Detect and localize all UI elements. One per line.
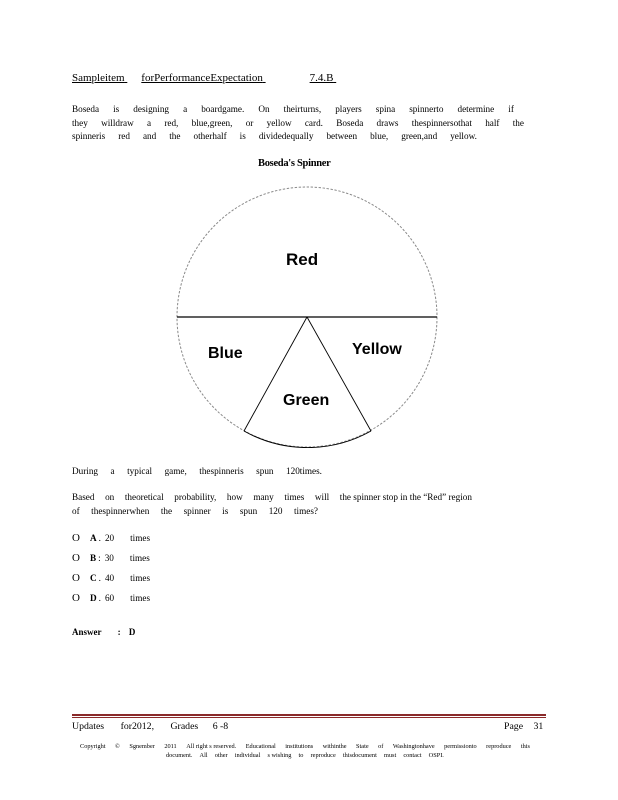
choice-unit: times bbox=[130, 533, 151, 543]
choice-letter: B bbox=[90, 553, 97, 563]
label-green: Green bbox=[283, 392, 330, 409]
spinner-green-arc bbox=[244, 431, 371, 448]
intro-w: the bbox=[512, 118, 524, 128]
intro-w: theirturns, bbox=[283, 104, 322, 114]
copy-w: thisdocument bbox=[342, 752, 377, 759]
spinner-figure bbox=[168, 184, 448, 448]
question-w: will bbox=[314, 492, 330, 502]
intro-w: boardgame. bbox=[201, 104, 245, 114]
question-w: probability, bbox=[174, 492, 217, 502]
intro-w: players bbox=[335, 104, 362, 114]
copy-w: s wishing bbox=[267, 752, 292, 759]
intro-w: spinneris bbox=[72, 131, 106, 141]
question-w: many bbox=[253, 492, 274, 502]
copy-w: Educational bbox=[245, 743, 276, 750]
copy-w: withinthe bbox=[322, 743, 347, 750]
intro-w: red, bbox=[164, 118, 179, 128]
answer-line bbox=[72, 627, 135, 637]
copy-w: to bbox=[298, 752, 304, 759]
choice-letter: D bbox=[90, 593, 97, 603]
question-w: theoretical bbox=[124, 492, 164, 502]
intro-w: designing bbox=[133, 104, 170, 114]
copy-w: contact bbox=[403, 752, 422, 759]
copy-w: © bbox=[115, 743, 120, 750]
footer-w: Grades bbox=[170, 721, 199, 732]
header-word-1: Sampleitem bbox=[72, 72, 125, 84]
choice-value: 40 bbox=[104, 573, 115, 583]
answer-value: D bbox=[128, 627, 136, 637]
choice-punct: . bbox=[98, 573, 101, 583]
copyright-line-1 bbox=[80, 743, 530, 750]
choice-unit: times bbox=[129, 553, 150, 563]
intro-w: draws bbox=[376, 118, 399, 128]
page-number: 31 bbox=[533, 721, 544, 732]
copy-w: All bbox=[199, 752, 208, 759]
question-w: thespinnerwhen bbox=[91, 506, 150, 516]
question-w: on bbox=[105, 492, 115, 502]
intro-w: spinnerto bbox=[409, 104, 444, 114]
question-w: Based bbox=[72, 492, 95, 502]
page-label: Page bbox=[504, 721, 524, 732]
context-w: 120times. bbox=[286, 466, 322, 476]
question-line-2 bbox=[72, 506, 318, 516]
question-w: the spinner stop in the “Red” region bbox=[339, 492, 472, 502]
copy-w: reproduce bbox=[310, 752, 336, 759]
choice-c[interactable] bbox=[72, 572, 150, 584]
question-w: 120 bbox=[268, 506, 283, 516]
question-w: how bbox=[226, 492, 243, 502]
intro-line-1 bbox=[72, 104, 514, 114]
copy-w: must bbox=[383, 752, 397, 759]
header-word-3: 7.4.B bbox=[309, 72, 334, 84]
intro-w: card. bbox=[304, 118, 323, 128]
copy-w: other bbox=[214, 752, 228, 759]
label-yellow: Yellow bbox=[352, 341, 402, 358]
copy-w: document. bbox=[166, 752, 193, 759]
copy-w: institutions bbox=[285, 743, 314, 750]
question-w: times? bbox=[294, 506, 318, 516]
intro-w: red bbox=[118, 131, 130, 141]
intro-w: is bbox=[239, 131, 246, 141]
intro-w: or bbox=[245, 118, 254, 128]
copy-w: OSPI. bbox=[428, 752, 444, 759]
answer-label: Answer bbox=[72, 627, 102, 637]
radio-circle-icon[interactable]: O bbox=[72, 592, 80, 604]
intro-w: Boseda bbox=[72, 104, 100, 114]
figure-title: Boseda's Spinner bbox=[258, 158, 331, 169]
choice-a[interactable] bbox=[72, 532, 150, 544]
intro-w: the bbox=[169, 131, 181, 141]
intro-w: spina bbox=[375, 104, 396, 114]
footer-page bbox=[504, 721, 543, 732]
intro-w: yellow. bbox=[450, 131, 477, 141]
footer-left bbox=[72, 721, 228, 732]
question-w: the bbox=[160, 506, 173, 516]
choice-punct: . bbox=[98, 593, 101, 603]
question-w: of bbox=[72, 506, 80, 516]
spinner-divider-right bbox=[307, 317, 371, 431]
context-w: thespinneris bbox=[199, 466, 244, 476]
intro-w: they bbox=[72, 118, 88, 128]
copy-w: Washingtonhave bbox=[392, 743, 435, 750]
intro-w: between bbox=[326, 131, 358, 141]
radio-circle-icon[interactable]: O bbox=[72, 552, 80, 564]
choice-unit: times bbox=[130, 573, 151, 583]
intro-w: determine bbox=[457, 104, 495, 114]
footer-w: Updates bbox=[72, 721, 105, 732]
intro-line-2 bbox=[72, 118, 524, 128]
choice-b[interactable] bbox=[72, 552, 150, 564]
choice-d[interactable] bbox=[72, 592, 150, 604]
copy-w: permissionto bbox=[444, 743, 477, 750]
copy-w: Sgnember bbox=[129, 743, 155, 750]
copy-w: State bbox=[356, 743, 369, 750]
footer-rule-thick bbox=[72, 714, 546, 716]
intro-w: yellow bbox=[266, 118, 292, 128]
choice-value: 60 bbox=[104, 593, 115, 603]
question-w: is bbox=[222, 506, 229, 516]
header-word-2: forPerformanceExpectation bbox=[141, 72, 263, 84]
context-w: a bbox=[110, 466, 115, 476]
intro-w: and bbox=[142, 131, 157, 141]
intro-w: a bbox=[147, 118, 152, 128]
choice-unit: times bbox=[130, 593, 151, 603]
label-red: Red bbox=[286, 250, 319, 269]
context-w: game, bbox=[164, 466, 187, 476]
intro-w: thespinnersothat bbox=[411, 118, 472, 128]
intro-line-3 bbox=[72, 131, 477, 141]
copy-w: Copyright bbox=[80, 743, 106, 750]
copyright-line-2 bbox=[166, 752, 444, 759]
intro-w: green,and bbox=[401, 131, 438, 141]
context-line bbox=[72, 466, 322, 476]
choice-punct: . bbox=[98, 533, 101, 543]
context-w: typical bbox=[127, 466, 153, 476]
choice-letter: C bbox=[90, 573, 97, 583]
choice-value: 30 bbox=[104, 553, 114, 563]
intro-w: if bbox=[508, 104, 514, 114]
footer-rule-thin bbox=[72, 717, 546, 718]
copy-w: of bbox=[378, 743, 384, 750]
question-w: times bbox=[284, 492, 305, 502]
question-w: spun bbox=[239, 506, 258, 516]
intro-w: On bbox=[258, 104, 270, 114]
copy-w: this bbox=[520, 743, 530, 750]
radio-circle-icon[interactable]: O bbox=[72, 572, 80, 584]
question-line-1 bbox=[72, 492, 472, 502]
choice-punct: : bbox=[98, 553, 101, 563]
label-blue: Blue bbox=[208, 345, 243, 362]
intro-w: otherhalf bbox=[193, 131, 227, 141]
spinner-divider-left bbox=[244, 317, 307, 431]
intro-w: Boseda bbox=[336, 118, 364, 128]
intro-w: is bbox=[113, 104, 120, 114]
choice-letter: A bbox=[90, 533, 97, 543]
answer-sep: : bbox=[117, 627, 121, 637]
choice-value: 20 bbox=[104, 533, 115, 543]
intro-w: willdraw bbox=[101, 118, 134, 128]
context-w: During bbox=[72, 466, 99, 476]
intro-w: half bbox=[485, 118, 500, 128]
radio-circle-icon[interactable]: O bbox=[72, 532, 80, 544]
context-w: spun bbox=[256, 466, 274, 476]
intro-w: a bbox=[183, 104, 188, 114]
copy-w: 2011 bbox=[164, 743, 177, 750]
page-header bbox=[72, 72, 334, 84]
footer-w: 6 -8 bbox=[212, 721, 229, 732]
copy-w: All right s reserved. bbox=[186, 743, 237, 750]
copy-w: reproduce bbox=[486, 743, 512, 750]
copy-w: individual bbox=[234, 752, 261, 759]
intro-w: dividedequally bbox=[258, 131, 314, 141]
intro-w: blue, bbox=[370, 131, 389, 141]
intro-w: blue,green, bbox=[191, 118, 233, 128]
footer-w: for2012, bbox=[120, 721, 155, 732]
question-w: spinner bbox=[183, 506, 211, 516]
